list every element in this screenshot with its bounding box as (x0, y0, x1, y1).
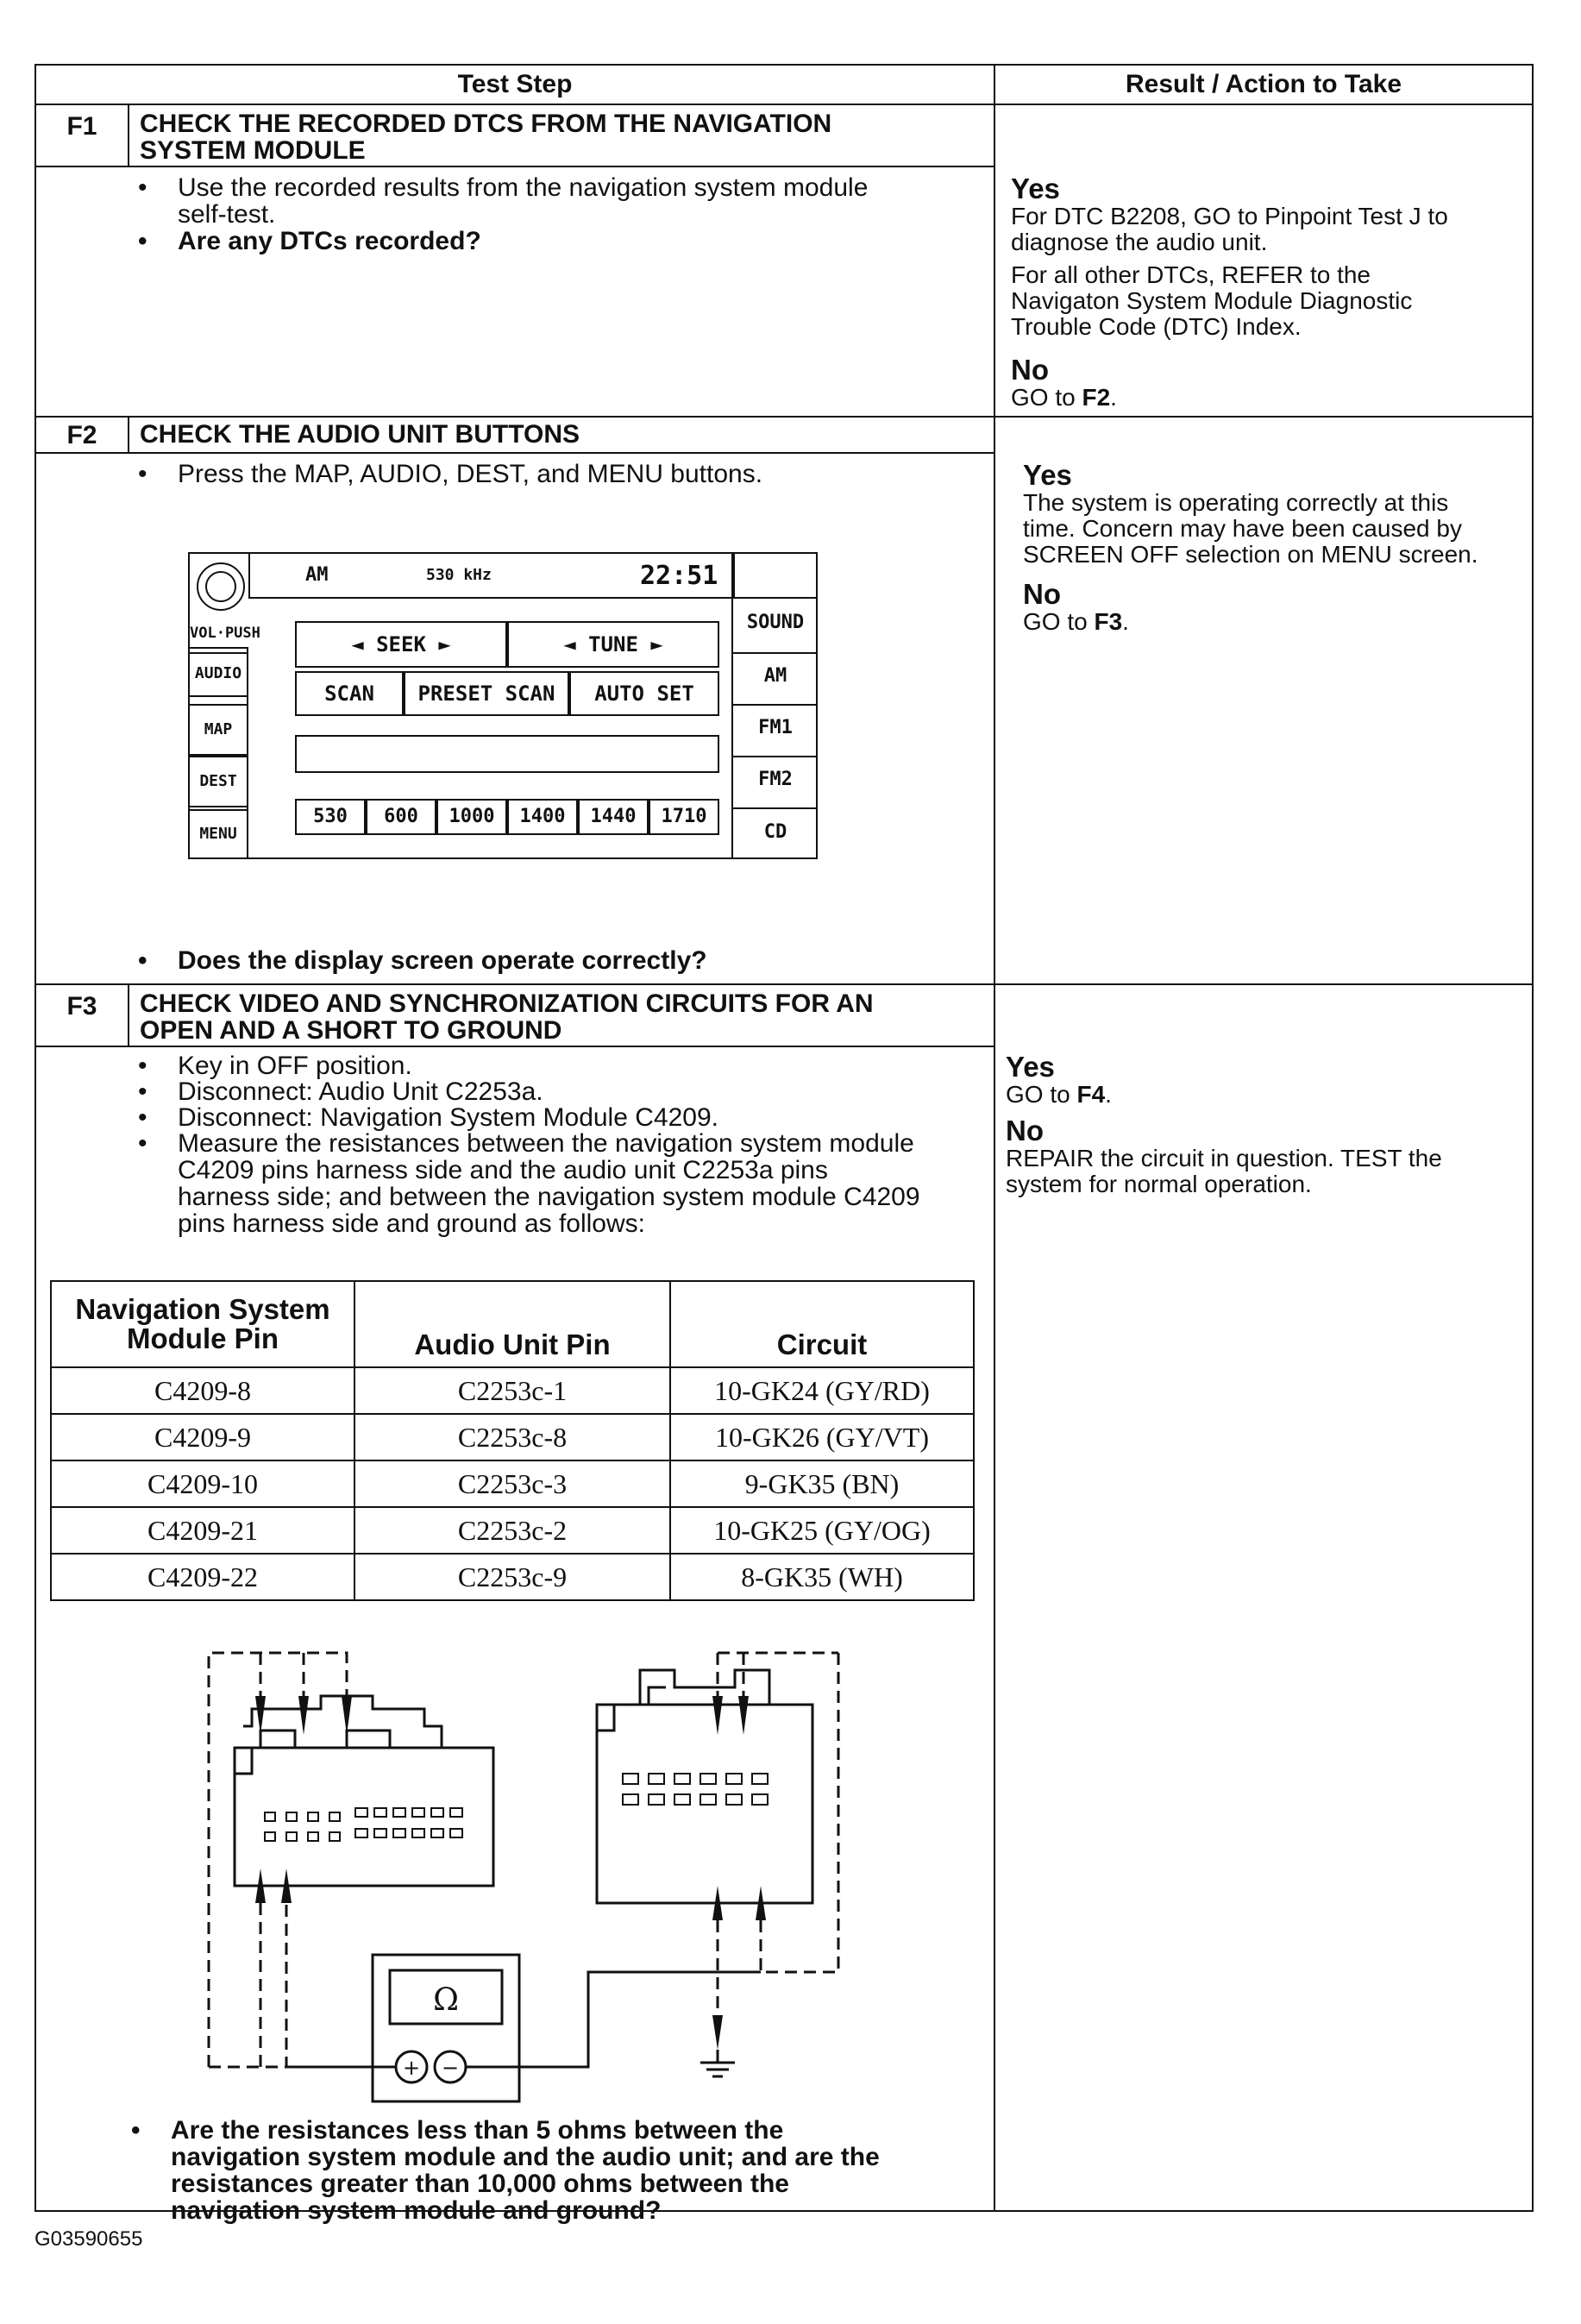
diagnostic-table: Test Step Result / Action to Take F1 CHECK THE RECORDED DTCS FROM THE NAVIGATION SYSTEM MODULE • Use the recorded results from the navigation system module self-test. • Are any DTCs recorded? Yes For DTC B2208, GO to Pinpoint Test J to diagnose the audio unit. For all other DTCs, REFER to the Navigaton System Module Diagnostic Trouble Code (DTC) Index. No GO to F2. F2 CHECK THE AUDIO UNIT BUTTONS • Press the MAP, AUDIO, DEST, and MENU buttons. VOL·PUSH AUDIO MAP DEST MENU AM 530 kHz 22:51 SOUND AM FM1 FM2 CD ◄ SEEK ► ◄ TUNE ► SCAN PRESET SCAN AUTO SET 530 600 1000 1400 1440 1710 • Does the display screen operate correctly? Yes The system is operating correctly at this time. Concern may have been caused by SCREEN OFF selection on MENU screen. No GO to F3. F3 CHECK VIDEO AND SYNCHRONIZATION CIRCUITS FOR AN OPEN AND A SHORT TO GROUND • Key in OFF position. • Disconnect: Audio Unit C2253a. • Disconnect: Navigation System Module C4209. • Measure the resistances between the navigation system module C4209 pins harness side and the audio unit C2253a pins harness side; and between the navigation system module C4209 pins harness side and ground as follows: Navigation System Module Pin Audio Unit Pin Circuit C4209-8 C2253c-1 10-GK24 (GY/RD) C4209-9 C2253c-8 10-GK26 (GY/VT) C4209-10 C2253c-3 9-GK35 (BN) C4209-21 C2253c-2 10-GK25 (GY/OG) C4209-22 C2253c-9 8-GK35 (WH) Ω + − • Are the resistances less than 5 ohms between the navigation system module and the audio unit; and are the resistances greater than 10,000 ohms between the navigation system module and ground? Yes GO to F4. No REPAIR the circuit in question. TEST the system for normal operation. (35, 64, 1534, 2212)
clock-readout: 22:51 (640, 561, 718, 591)
f2-title-rule (36, 452, 994, 454)
nav-pin-cell: C4209-8 (51, 1367, 354, 1414)
f3-yes-label: Yes (1006, 1051, 1055, 1083)
preset-5-button[interactable]: 1440 (578, 799, 649, 835)
table-row (51, 1367, 974, 1414)
preset-6-button[interactable]: 1710 (649, 799, 719, 835)
fm1-button[interactable]: FM1 (758, 717, 793, 738)
f1-yes-text-1: For DTC B2208, GO to Pinpoint Test J to diagnose the audio unit. (1011, 203, 1448, 255)
map-button[interactable]: MAP (188, 704, 248, 756)
circuit-cell: 8-GK35 (WH) (670, 1554, 974, 1600)
am-button[interactable]: AM (763, 665, 787, 687)
audio-pin-cell: C2253c-1 (354, 1367, 670, 1414)
nav-pin-cell: C4209-10 (51, 1460, 354, 1507)
cd-button[interactable]: CD (763, 821, 787, 843)
audio-pin-cell: C2253c-8 (354, 1414, 670, 1460)
nav-pin-cell: C4209-21 (51, 1507, 354, 1554)
f1-step-title: CHECK THE RECORDED DTCS FROM THE NAVIGATION SYSTEM MODULE (140, 110, 832, 165)
circuit-cell: 10-GK26 (GY/VT) (670, 1414, 974, 1460)
f3-no-label: No (1006, 1115, 1044, 1146)
f2-no-text: GO to F3. (1023, 608, 1129, 635)
circuit-cell: 10-GK24 (GY/RD) (670, 1367, 974, 1414)
nav-pin-cell: C4209-22 (51, 1554, 354, 1600)
f2-step-number: F2 (66, 421, 97, 449)
plus-terminal: + (402, 2056, 421, 2080)
volume-knob-icon[interactable] (197, 562, 245, 611)
f1-no-label: No (1011, 354, 1049, 386)
nav-pin-cell: C4209-9 (51, 1414, 354, 1460)
audio-button[interactable]: AUDIO (188, 652, 248, 697)
audio-pin-cell: C2253c-3 (354, 1460, 670, 1507)
preset-scan-button[interactable]: PRESET SCAN (404, 671, 569, 716)
col-circuit: Circuit (670, 1281, 974, 1367)
circuit-cell: 9-GK35 (BN) (670, 1460, 974, 1507)
col-nav-module-pin: Navigation System Module Pin (51, 1281, 354, 1367)
f2-bottom-rule (36, 983, 1534, 985)
circuit-cell: 10-GK25 (GY/OG) (670, 1507, 974, 1554)
f1-bottom-rule (36, 416, 1534, 418)
audio-pin-cell: C2253c-9 (354, 1554, 670, 1600)
column-divider (994, 66, 995, 2212)
seek-left-arrow-icon: ◄ (351, 632, 377, 656)
seek-right-arrow-icon: ► (425, 632, 451, 656)
f3-step-number: F3 (66, 992, 97, 1021)
preset-1-button[interactable]: 530 (295, 799, 366, 835)
f1-step-number: F1 (66, 112, 97, 141)
table-row (51, 1507, 974, 1554)
dest-button[interactable]: DEST (188, 756, 248, 807)
figure-code: G03590655 (35, 2227, 143, 2251)
f3-no-text: REPAIR the circuit in question. TEST the system for normal operation. (1006, 1145, 1442, 1197)
f2-yes-text: The system is operating correctly at this time. Concern may have been caused by SCREEN OFF selection on MENU screen. (1023, 489, 1478, 568)
tune-right-arrow-icon: ► (637, 632, 663, 656)
band-readout: AM (305, 564, 329, 586)
f1-goto-f2-link[interactable]: F2 (1082, 384, 1111, 411)
frequency-readout: 530 kHz (426, 566, 492, 584)
f1-yes-label: Yes (1011, 173, 1060, 204)
pin-resistance-table (50, 1280, 975, 1601)
f2-no-label: No (1023, 578, 1061, 610)
audio-unit-panel (188, 552, 818, 859)
f1-number-divider (128, 104, 129, 166)
ohm-symbol: Ω (433, 1982, 459, 2018)
volume-knob-label: VOL·PUSH (190, 625, 260, 642)
sound-button[interactable]: SOUND (746, 612, 805, 633)
tune-left-arrow-icon: ◄ (563, 632, 589, 656)
menu-button[interactable]: MENU (188, 809, 248, 859)
f1-title-rule (36, 166, 994, 167)
seek-button[interactable]: ◄ SEEK ► (295, 621, 507, 668)
audio-pin-cell: C2253c-2 (354, 1507, 670, 1554)
display-text-field (295, 735, 719, 773)
preset-4-button[interactable]: 1400 (507, 799, 578, 835)
table-row (51, 1414, 974, 1460)
table-row (51, 1460, 974, 1507)
f3-number-divider (128, 983, 129, 1046)
header-test-step: Test Step (36, 66, 994, 105)
tune-button[interactable]: ◄ TUNE ► (507, 621, 719, 668)
preset-2-button[interactable]: 600 (366, 799, 436, 835)
minus-terminal: − (441, 2056, 460, 2080)
f3-title-rule (36, 1046, 994, 1047)
table-row (51, 1554, 974, 1600)
f1-yes-text-2: For all other DTCs, REFER to the Navigaton System Module Diagnostic Trouble Code (DTC) Index. (1011, 261, 1413, 340)
fm2-button[interactable]: FM2 (758, 769, 793, 790)
f1-no-text: GO to F2. (1011, 384, 1117, 411)
f2-step-title: CHECK THE AUDIO UNIT BUTTONS (140, 420, 580, 449)
preset-3-button[interactable]: 1000 (436, 799, 507, 835)
col-audio-unit-pin: Audio Unit Pin (354, 1281, 670, 1367)
f3-step-title: CHECK VIDEO AND SYNCHRONIZATION CIRCUITS FOR AN OPEN AND A SHORT TO GROUND (140, 989, 874, 1045)
header-result-action: Result / Action to Take (994, 66, 1534, 105)
f2-goto-f3-link[interactable]: F3 (1094, 608, 1123, 635)
ohmmeter-wiring-diagram (166, 1644, 873, 2110)
scan-button[interactable]: SCAN (295, 671, 404, 716)
f3-yes-text: GO to F4. (1006, 1081, 1112, 1108)
auto-set-button[interactable]: AUTO SET (569, 671, 719, 716)
f2-yes-label: Yes (1023, 459, 1072, 491)
f3-goto-f4-link[interactable]: F4 (1076, 1081, 1106, 1108)
f2-number-divider (128, 416, 129, 452)
